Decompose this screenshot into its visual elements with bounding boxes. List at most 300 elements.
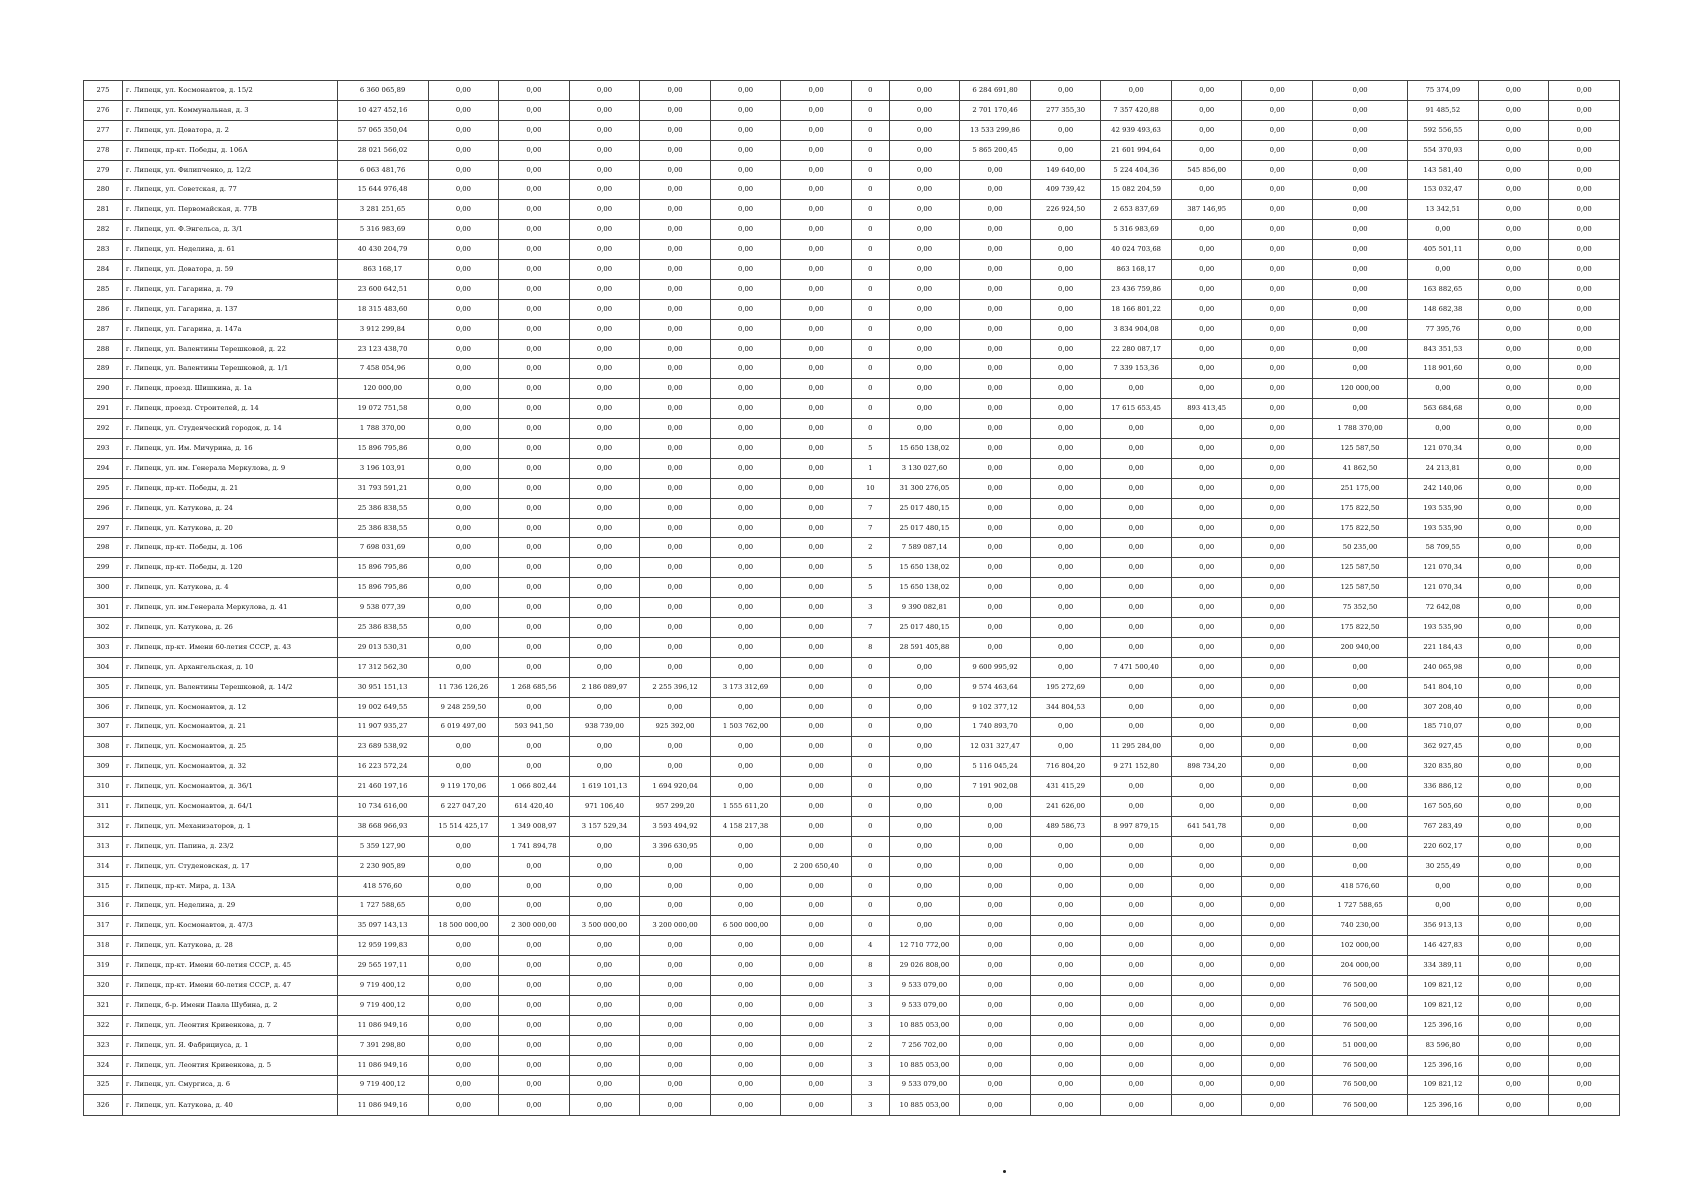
amount-cell: 1 740 893,70 xyxy=(960,717,1031,737)
amount-cell: 0,00 xyxy=(499,657,570,677)
amount-cell: 0,00 xyxy=(889,240,960,260)
address-cell: г. Липецк, пр-кт. Имени 60-летия СССР, д. 43 xyxy=(122,637,337,657)
row-number-cell: 275 xyxy=(84,81,123,101)
amount-cell: 0,00 xyxy=(499,856,570,876)
amount-cell: 0,00 xyxy=(710,618,781,638)
amount-cell: 0 xyxy=(851,279,889,299)
amount-cell: 0,00 xyxy=(889,279,960,299)
amount-cell: 0,00 xyxy=(1478,896,1549,916)
amount-cell: 0,00 xyxy=(1101,777,1172,797)
row-number-cell: 276 xyxy=(84,100,123,120)
amount-cell: 0,00 xyxy=(1171,797,1242,817)
amount-cell: 0,00 xyxy=(499,81,570,101)
amount-cell: 0,00 xyxy=(1242,518,1313,538)
amount-cell: 0,00 xyxy=(889,797,960,817)
amount-cell: 0,00 xyxy=(640,598,711,618)
amount-cell: 0,00 xyxy=(1242,717,1313,737)
amount-cell: 0,00 xyxy=(1171,279,1242,299)
amount-cell: 0,00 xyxy=(1171,618,1242,638)
address-cell: г. Липецк, пр-кт. Победы, д. 106 xyxy=(122,538,337,558)
amount-cell: 51 000,00 xyxy=(1313,1035,1408,1055)
amount-cell: 9 719 400,12 xyxy=(337,995,428,1015)
address-cell: г. Липецк, ул. Катукова, д. 24 xyxy=(122,498,337,518)
amount-cell: 0,00 xyxy=(640,618,711,638)
amount-cell: 0,00 xyxy=(1478,81,1549,101)
row-number-cell: 300 xyxy=(84,578,123,598)
amount-cell: 0,00 xyxy=(1242,399,1313,419)
row-number-cell: 297 xyxy=(84,518,123,538)
row-number-cell: 279 xyxy=(84,160,123,180)
amount-cell: 0,00 xyxy=(1242,120,1313,140)
amount-cell: 0,00 xyxy=(710,777,781,797)
amount-cell: 0,00 xyxy=(710,299,781,319)
amount-cell: 0,00 xyxy=(889,399,960,419)
amount-cell: 0,00 xyxy=(499,180,570,200)
amount-cell: 405 501,11 xyxy=(1408,240,1479,260)
amount-cell: 121 070,34 xyxy=(1408,439,1479,459)
amount-cell: 0,00 xyxy=(1030,836,1101,856)
amount-cell: 3 xyxy=(851,1015,889,1035)
row-number-cell: 304 xyxy=(84,657,123,677)
amount-cell: 0,00 xyxy=(781,697,852,717)
amount-cell: 0,00 xyxy=(569,737,640,757)
amount-cell: 0,00 xyxy=(428,856,499,876)
amount-cell: 0,00 xyxy=(1408,220,1479,240)
amount-cell: 0 xyxy=(851,916,889,936)
amount-cell: 0,00 xyxy=(960,160,1031,180)
amount-cell: 0,00 xyxy=(428,578,499,598)
amount-cell: 0,00 xyxy=(499,140,570,160)
table-row xyxy=(84,319,1620,339)
amount-cell: 0,00 xyxy=(1478,120,1549,140)
amount-cell: 0,00 xyxy=(569,240,640,260)
amount-cell: 0,00 xyxy=(1478,518,1549,538)
amount-cell: 0,00 xyxy=(889,120,960,140)
amount-cell: 0,00 xyxy=(1549,816,1620,836)
amount-cell: 0,00 xyxy=(1030,419,1101,439)
amount-cell: 11 086 949,16 xyxy=(337,1055,428,1075)
amount-cell: 3 xyxy=(851,1055,889,1075)
amount-cell: 957 299,20 xyxy=(640,797,711,817)
amount-cell: 0,00 xyxy=(710,458,781,478)
amount-cell: 0,00 xyxy=(640,260,711,280)
amount-cell: 0,00 xyxy=(499,1055,570,1075)
amount-cell: 863 168,17 xyxy=(337,260,428,280)
row-number-cell: 280 xyxy=(84,180,123,200)
amount-cell: 0,00 xyxy=(781,976,852,996)
amount-cell: 0,00 xyxy=(640,1095,711,1116)
amount-cell: 0,00 xyxy=(1478,956,1549,976)
amount-cell: 121 070,34 xyxy=(1408,558,1479,578)
amount-cell: 0,00 xyxy=(1242,220,1313,240)
amount-cell: 0,00 xyxy=(781,1075,852,1095)
amount-cell: 0,00 xyxy=(1030,120,1101,140)
amount-cell: 0,00 xyxy=(889,359,960,379)
amount-cell: 593 941,50 xyxy=(499,717,570,737)
amount-cell: 0,00 xyxy=(1313,260,1408,280)
amount-cell: 0,00 xyxy=(1478,299,1549,319)
amount-cell: 0,00 xyxy=(710,220,781,240)
amount-cell: 185 710,07 xyxy=(1408,717,1479,737)
table-row xyxy=(84,458,1620,478)
amount-cell: 0 xyxy=(851,319,889,339)
amount-cell: 0,00 xyxy=(1101,598,1172,618)
amount-cell: 0,00 xyxy=(960,339,1031,359)
amount-cell: 0,00 xyxy=(1171,419,1242,439)
amount-cell: 0,00 xyxy=(1242,936,1313,956)
amount-cell: 5 xyxy=(851,578,889,598)
amount-cell: 0,00 xyxy=(889,777,960,797)
amount-cell: 9 533 079,00 xyxy=(889,995,960,1015)
amount-cell: 0,00 xyxy=(428,299,499,319)
amount-cell: 125 396,16 xyxy=(1408,1095,1479,1116)
amount-cell: 0,00 xyxy=(1549,836,1620,856)
amount-cell: 0,00 xyxy=(1171,956,1242,976)
amount-cell: 0,00 xyxy=(1242,419,1313,439)
amount-cell: 22 280 087,17 xyxy=(1101,339,1172,359)
amount-cell: 0,00 xyxy=(781,618,852,638)
amount-cell: 25 386 838,55 xyxy=(337,498,428,518)
amount-cell: 0,00 xyxy=(960,936,1031,956)
amount-cell: 0,00 xyxy=(1313,240,1408,260)
amount-cell: 2 653 837,69 xyxy=(1101,200,1172,220)
amount-cell: 0,00 xyxy=(499,538,570,558)
amount-cell: 0,00 xyxy=(569,856,640,876)
amount-cell: 0,00 xyxy=(1030,220,1101,240)
amount-cell: 0,00 xyxy=(1549,618,1620,638)
amount-cell: 0,00 xyxy=(1171,220,1242,240)
amount-cell: 40 024 703,68 xyxy=(1101,240,1172,260)
amount-cell: 0,00 xyxy=(960,598,1031,618)
amount-cell: 0,00 xyxy=(569,379,640,399)
amount-cell: 1 788 370,00 xyxy=(1313,419,1408,439)
amount-cell: 0,00 xyxy=(1171,498,1242,518)
amount-cell: 0,00 xyxy=(710,399,781,419)
amount-cell: 0,00 xyxy=(640,976,711,996)
amount-cell: 0,00 xyxy=(1030,299,1101,319)
amount-cell: 75 352,50 xyxy=(1313,598,1408,618)
amount-cell: 11 086 949,16 xyxy=(337,1095,428,1116)
amount-cell: 0,00 xyxy=(781,319,852,339)
amount-cell: 0 xyxy=(851,180,889,200)
amount-cell: 42 939 493,63 xyxy=(1101,120,1172,140)
amount-cell: 0,00 xyxy=(428,637,499,657)
address-cell: г. Липецк, ул. Космонавтов, д. 47/3 xyxy=(122,916,337,936)
row-number-cell: 301 xyxy=(84,598,123,618)
amount-cell: 0,00 xyxy=(569,439,640,459)
amount-cell: 0,00 xyxy=(428,240,499,260)
amount-cell: 8 997 879,15 xyxy=(1101,816,1172,836)
amount-cell: 0,00 xyxy=(640,379,711,399)
amount-cell: 0,00 xyxy=(1171,777,1242,797)
amount-cell: 125 587,50 xyxy=(1313,558,1408,578)
amount-cell: 109 821,12 xyxy=(1408,1075,1479,1095)
amount-cell: 0,00 xyxy=(1478,1035,1549,1055)
table-row xyxy=(84,160,1620,180)
amount-cell: 0,00 xyxy=(1478,140,1549,160)
amount-cell: 0,00 xyxy=(1101,896,1172,916)
row-number-cell: 315 xyxy=(84,876,123,896)
amount-cell: 0,00 xyxy=(569,538,640,558)
amount-cell: 0,00 xyxy=(710,478,781,498)
amount-cell: 0,00 xyxy=(1171,995,1242,1015)
amount-cell: 175 822,50 xyxy=(1313,518,1408,538)
amount-cell: 0,00 xyxy=(1313,120,1408,140)
amount-cell: 5 116 045,24 xyxy=(960,757,1031,777)
amount-cell: 0,00 xyxy=(1242,836,1313,856)
amount-cell: 15 896 795,86 xyxy=(337,558,428,578)
amount-cell: 102 000,00 xyxy=(1313,936,1408,956)
amount-cell: 3 912 299,84 xyxy=(337,319,428,339)
amount-cell: 0,00 xyxy=(710,936,781,956)
amount-cell: 0,00 xyxy=(781,120,852,140)
amount-cell: 0,00 xyxy=(1101,618,1172,638)
amount-cell: 3 xyxy=(851,995,889,1015)
amount-cell: 0,00 xyxy=(569,458,640,478)
amount-cell: 0,00 xyxy=(640,180,711,200)
address-cell: г. Липецк, ул. Катукова, д. 4 xyxy=(122,578,337,598)
amount-cell: 0,00 xyxy=(1242,100,1313,120)
amount-cell: 0,00 xyxy=(499,637,570,657)
amount-cell: 0,00 xyxy=(640,936,711,956)
amount-cell: 0,00 xyxy=(640,100,711,120)
amount-cell: 3 xyxy=(851,976,889,996)
address-cell: г. Липецк, проезд. Шишкина, д. 1а xyxy=(122,379,337,399)
amount-cell: 1 694 920,04 xyxy=(640,777,711,797)
amount-cell: 7 xyxy=(851,618,889,638)
table-row xyxy=(84,976,1620,996)
address-cell: г. Липецк, ул. им.Генерала Меркулова, д. 41 xyxy=(122,598,337,618)
amount-cell: 0,00 xyxy=(1030,359,1101,379)
amount-cell: 0,00 xyxy=(1171,836,1242,856)
amount-cell: 0,00 xyxy=(1242,876,1313,896)
amount-cell: 72 642,08 xyxy=(1408,598,1479,618)
amount-cell: 0,00 xyxy=(1242,916,1313,936)
amount-cell: 9 600 995,92 xyxy=(960,657,1031,677)
amount-cell: 12 710 772,00 xyxy=(889,936,960,956)
amount-cell: 0,00 xyxy=(781,478,852,498)
amount-cell: 0,00 xyxy=(1171,100,1242,120)
amount-cell: 0,00 xyxy=(781,677,852,697)
address-cell: г. Липецк, ул. Архангельская, д. 10 xyxy=(122,657,337,677)
amount-cell: 23 689 538,92 xyxy=(337,737,428,757)
amount-cell: 0,00 xyxy=(781,896,852,916)
amount-cell: 418 576,60 xyxy=(1313,876,1408,896)
amount-cell: 0,00 xyxy=(781,1015,852,1035)
amount-cell: 11 907 935,27 xyxy=(337,717,428,737)
row-number-cell: 309 xyxy=(84,757,123,777)
amount-cell: 0,00 xyxy=(1549,856,1620,876)
amount-cell: 0,00 xyxy=(428,1035,499,1055)
amount-cell: 0,00 xyxy=(1242,697,1313,717)
amount-cell: 23 436 759,86 xyxy=(1101,279,1172,299)
amount-cell: 25 017 480,15 xyxy=(889,518,960,538)
amount-cell: 3 500 000,00 xyxy=(569,916,640,936)
table-row xyxy=(84,995,1620,1015)
amount-cell: 0,00 xyxy=(889,816,960,836)
amount-cell: 898 734,20 xyxy=(1171,757,1242,777)
amount-cell: 0,00 xyxy=(710,240,781,260)
amount-cell: 0,00 xyxy=(428,319,499,339)
amount-cell: 0,00 xyxy=(569,81,640,101)
amount-cell: 0,00 xyxy=(1242,896,1313,916)
amount-cell: 0,00 xyxy=(499,260,570,280)
table-row xyxy=(84,598,1620,618)
amount-cell: 0,00 xyxy=(781,797,852,817)
table-row xyxy=(84,1035,1620,1055)
amount-cell: 0,00 xyxy=(1313,200,1408,220)
amount-cell: 0,00 xyxy=(781,916,852,936)
amount-cell: 1 066 802,44 xyxy=(499,777,570,797)
amount-cell: 0,00 xyxy=(1242,995,1313,1015)
row-number-cell: 281 xyxy=(84,200,123,220)
amount-cell: 0,00 xyxy=(1549,936,1620,956)
amount-cell: 0,00 xyxy=(1408,896,1479,916)
amount-cell: 0,00 xyxy=(499,558,570,578)
row-number-cell: 320 xyxy=(84,976,123,996)
amount-cell: 0,00 xyxy=(781,260,852,280)
amount-cell: 0,00 xyxy=(1030,995,1101,1015)
amount-cell: 0,00 xyxy=(710,995,781,1015)
amount-cell: 0,00 xyxy=(428,120,499,140)
amount-cell: 0,00 xyxy=(640,578,711,598)
amount-cell: 0,00 xyxy=(1101,1095,1172,1116)
table-row xyxy=(84,777,1620,797)
amount-cell: 251 175,00 xyxy=(1313,478,1408,498)
amount-cell: 767 283,49 xyxy=(1408,816,1479,836)
amount-cell: 0,00 xyxy=(640,737,711,757)
amount-cell: 0,00 xyxy=(1549,260,1620,280)
amount-cell: 0,00 xyxy=(1030,1035,1101,1055)
amount-cell: 0,00 xyxy=(710,120,781,140)
amount-cell: 0,00 xyxy=(889,677,960,697)
amount-cell: 0,00 xyxy=(781,200,852,220)
amount-cell: 0,00 xyxy=(1171,976,1242,996)
amount-cell: 0,00 xyxy=(1478,598,1549,618)
amount-cell: 3 xyxy=(851,1075,889,1095)
amount-cell: 0,00 xyxy=(1030,876,1101,896)
table-row xyxy=(84,1075,1620,1095)
amount-cell: 0,00 xyxy=(1478,916,1549,936)
address-cell: г. Липецк, пр-кт. Победы, д. 106А xyxy=(122,140,337,160)
amount-cell: 0,00 xyxy=(960,518,1031,538)
amount-cell: 0,00 xyxy=(710,856,781,876)
table-row xyxy=(84,1055,1620,1075)
amount-cell: 0,00 xyxy=(1549,976,1620,996)
amount-cell: 0,00 xyxy=(499,498,570,518)
amount-cell: 0,00 xyxy=(1549,240,1620,260)
table-row xyxy=(84,956,1620,976)
amount-cell: 0,00 xyxy=(1478,737,1549,757)
amount-cell: 0,00 xyxy=(1478,498,1549,518)
address-cell: г. Липецк, ул. Студенческий городок, д. 14 xyxy=(122,419,337,439)
amount-cell: 0,00 xyxy=(640,498,711,518)
amount-cell: 0,00 xyxy=(428,956,499,976)
amount-cell: 3 396 630,95 xyxy=(640,836,711,856)
amount-cell: 0,00 xyxy=(1478,100,1549,120)
amount-cell: 0,00 xyxy=(1171,856,1242,876)
amount-cell: 307 208,40 xyxy=(1408,697,1479,717)
amount-cell: 0,00 xyxy=(640,419,711,439)
amount-cell: 9 533 079,00 xyxy=(889,976,960,996)
amount-cell: 0,00 xyxy=(1549,140,1620,160)
amount-cell: 1 555 611,20 xyxy=(710,797,781,817)
amount-cell: 0,00 xyxy=(710,1055,781,1075)
address-cell: г. Липецк, ул. Космонавтов, д. 15/2 xyxy=(122,81,337,101)
amount-cell: 0,00 xyxy=(569,578,640,598)
address-cell: г. Липецк, ул. Космонавтов, д. 12 xyxy=(122,697,337,717)
amount-cell: 0,00 xyxy=(1171,379,1242,399)
amount-cell: 221 184,43 xyxy=(1408,637,1479,657)
row-number-cell: 321 xyxy=(84,995,123,1015)
amount-cell: 0,00 xyxy=(569,657,640,677)
table-row xyxy=(84,757,1620,777)
amount-cell: 0,00 xyxy=(569,697,640,717)
amount-cell: 0,00 xyxy=(569,956,640,976)
amount-cell: 25 017 480,15 xyxy=(889,498,960,518)
row-number-cell: 302 xyxy=(84,618,123,638)
page-dot-mark xyxy=(1003,1170,1006,1173)
table-row xyxy=(84,260,1620,280)
amount-cell: 0,00 xyxy=(428,757,499,777)
amount-cell: 0,00 xyxy=(889,379,960,399)
row-number-cell: 303 xyxy=(84,637,123,657)
amount-cell: 41 862,50 xyxy=(1313,458,1408,478)
amount-cell: 0 xyxy=(851,220,889,240)
amount-cell: 0,00 xyxy=(1313,856,1408,876)
amount-cell: 0,00 xyxy=(569,140,640,160)
amount-cell: 0,00 xyxy=(781,1095,852,1116)
table-row xyxy=(84,1095,1620,1116)
amount-cell: 0,00 xyxy=(889,717,960,737)
amount-cell: 0,00 xyxy=(960,498,1031,518)
address-cell: г. Липецк, ул. Им. Мичурина, д. 16 xyxy=(122,439,337,459)
address-cell: г. Липецк, ул. Гагарина, д. 79 xyxy=(122,279,337,299)
amount-cell: 148 682,38 xyxy=(1408,299,1479,319)
amount-cell: 0,00 xyxy=(1030,558,1101,578)
amount-cell: 143 581,40 xyxy=(1408,160,1479,180)
amount-cell: 0,00 xyxy=(1030,1075,1101,1095)
row-number-cell: 310 xyxy=(84,777,123,797)
amount-cell: 0,00 xyxy=(1313,220,1408,240)
amount-cell: 0,00 xyxy=(1242,140,1313,160)
amount-cell: 0,00 xyxy=(1030,717,1101,737)
amount-cell: 0,00 xyxy=(1030,896,1101,916)
amount-cell: 0,00 xyxy=(499,518,570,538)
amount-cell: 193 535,90 xyxy=(1408,518,1479,538)
amount-cell: 0,00 xyxy=(1408,419,1479,439)
table-row xyxy=(84,100,1620,120)
amount-cell: 0,00 xyxy=(1313,737,1408,757)
amount-cell: 3 xyxy=(851,598,889,618)
amount-cell: 6 284 691,80 xyxy=(960,81,1031,101)
amount-cell: 0,00 xyxy=(1549,1015,1620,1035)
amount-cell: 0,00 xyxy=(1242,737,1313,757)
amount-cell: 13 533 299,86 xyxy=(960,120,1031,140)
address-cell: г. Липецк, ул. Папина, д. 23/2 xyxy=(122,836,337,856)
amount-cell: 1 741 894,78 xyxy=(499,836,570,856)
amount-cell: 0,00 xyxy=(1478,995,1549,1015)
amount-cell: 1 268 685,56 xyxy=(499,677,570,697)
amount-cell: 0,00 xyxy=(428,1055,499,1075)
amount-cell: 0,00 xyxy=(1171,558,1242,578)
amount-cell: 0,00 xyxy=(1478,717,1549,737)
table-row xyxy=(84,240,1620,260)
row-number-cell: 283 xyxy=(84,240,123,260)
amount-cell: 0,00 xyxy=(960,379,1031,399)
amount-cell: 0,00 xyxy=(1030,478,1101,498)
amount-cell: 0,00 xyxy=(499,399,570,419)
